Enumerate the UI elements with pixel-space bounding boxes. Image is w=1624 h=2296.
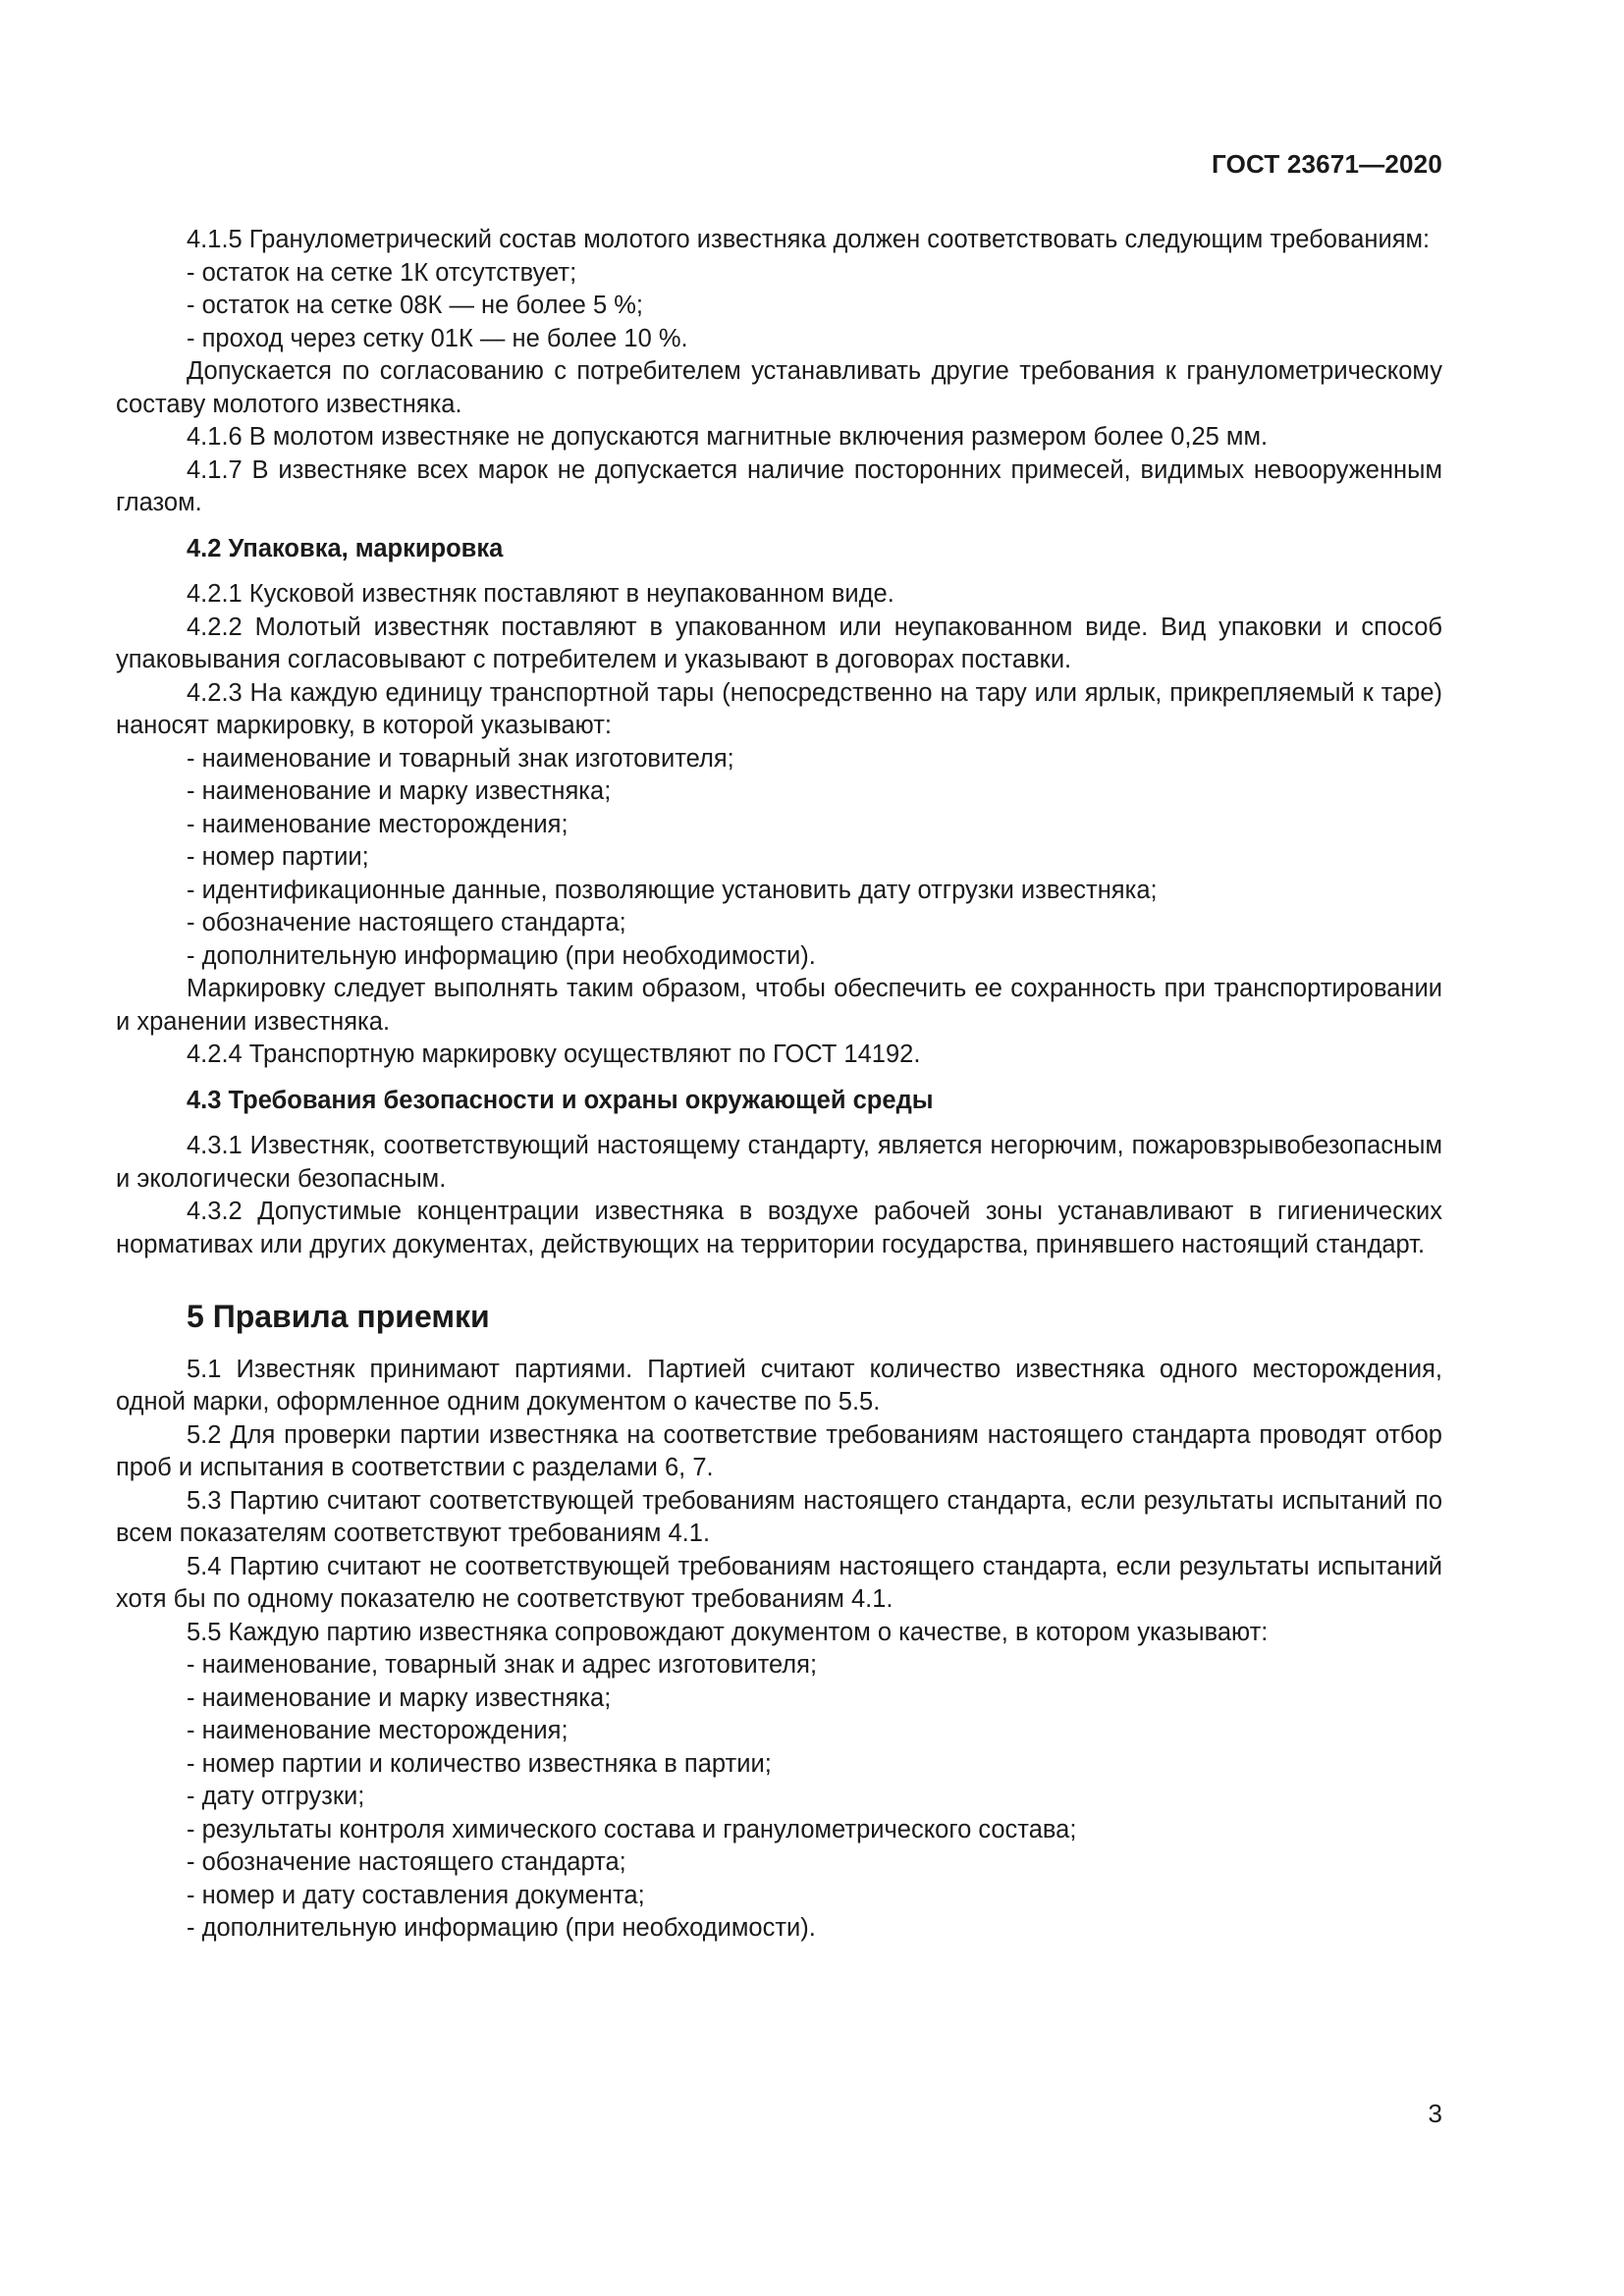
paragraph-4-3-1: 4.3.1 Известняк, соответствующий настоящему стандарту, является негорючим, пожаровзрывобезопасным и экологически безопасным. <box>116 1132 1442 1193</box>
list-item: - номер партии и количество известняка в партии; <box>187 1749 772 1778</box>
paragraph-marking: Маркировку следует выполнять таким образом, чтобы обеспечить ее сохранность при транспортировании и хранении известняка. <box>116 975 1442 1036</box>
paragraph-5-2: 5.2 Для проверки партии известняка на соответствие требованиям настоящего стандарта проводят отбор проб и испытания в соответствии с разделами 6, 7. <box>116 1420 1442 1481</box>
list-item: - наименование и марку известняка; <box>187 777 612 805</box>
list-item: - остаток на сетке 1К отсутствует; <box>187 258 577 287</box>
list-item: - остаток на сетке 08К — не более 5 %; <box>187 292 643 319</box>
list-item: - наименование месторождения; <box>187 810 568 838</box>
paragraph-4-1-5: 4.1.5 Гранулометрический состав молотого известняка должен соответствовать следующим требованиям: <box>187 226 1431 253</box>
paragraph-allowance: Допускается по согласованию с потребителем устанавливать другие требования к гранулометрическому составу молотого известняка. <box>116 357 1442 418</box>
list-item: - наименование месторождения; <box>187 1717 568 1744</box>
list-item: - дату отгрузки; <box>187 1783 365 1810</box>
section-heading-5: 5 Правила приемки <box>187 1299 490 1334</box>
list-item: - номер и дату составления документа; <box>187 1881 645 1909</box>
document-content <box>116 224 1442 1946</box>
paragraph-4-1-6: 4.1.6 В молотом известняке не допускаются магнитные включения размером более 0,25 мм. <box>187 423 1269 451</box>
list-item: - проход через сетку 01К — не более 10 %. <box>187 324 688 352</box>
section-heading-4-3: 4.3 Требования безопасности и охраны окружающей среды <box>187 1086 934 1114</box>
list-item: - обозначение настоящего стандарта; <box>187 909 626 936</box>
paragraph-4-2-1: 4.2.1 Кусковой известняк поставляют в неупакованном виде. <box>187 580 894 608</box>
paragraph-4-2-3: 4.2.3 На каждую единицу транспортной тары (непосредственно на тару или ярлык, прикрепляемый к таре) наносят маркировку, в которой указывают: <box>116 678 1442 739</box>
list-item: - наименование и марку известняка; <box>187 1683 612 1712</box>
list-item: - дополнительную информацию (при необходимости). <box>187 1914 816 1942</box>
list-item: - наименование, товарный знак и адрес изготовителя; <box>187 1651 818 1679</box>
list-item: - номер партии; <box>187 843 369 871</box>
list-item: - дополнительную информацию (при необходимости). <box>187 941 816 970</box>
paragraph-5-1: 5.1 Известняк принимают партиями. Партией считают количество известняка одного месторождения, одной марки, оформленное одним документом о качестве по 5.5. <box>116 1355 1442 1415</box>
list-item: - результаты контроля химического состава и гранулометрического состава; <box>187 1815 1077 1843</box>
paragraph-5-5: 5.5 Каждую партию известняка сопровождают документом о качестве, в котором указывают: <box>187 1618 1269 1646</box>
list-item: - идентификационные данные, позволяющие установить дату отгрузки известняка; <box>187 876 1158 904</box>
list-item: - обозначение настоящего стандарта; <box>187 1848 626 1876</box>
paragraph-4-2-2: 4.2.2 Молотый известняк поставляют в упакованном или неупакованном виде. Вид упаковки и способ упаковывания согласовывают с потребителем и указывают в договорах поставки. <box>116 613 1442 673</box>
page-number: 3 <box>1428 2099 1442 2128</box>
section-heading-4-2: 4.2 Упаковка, маркировка <box>187 534 504 562</box>
paragraph-4-3-2: 4.3.2 Допустимые концентрации известняка в воздухе рабочей зоны устанавливают в гигиенических нормативах или других документах, действующих на территории государства, принявшего настоящий стандарт. <box>116 1198 1442 1258</box>
standard-header: ГОСТ 23671—2020 <box>1212 149 1442 179</box>
paragraph-5-4: 5.4 Партию считают не соответствующей требованиям настоящего стандарта, если результаты испытаний хотя бы по одному показателю не соответствуют требованиям 4.1. <box>116 1552 1442 1613</box>
paragraph-4-1-7: 4.1.7 В известняке всех марок не допускается наличие посторонних примесей, видимых невооруженным глазом. <box>116 455 1442 516</box>
paragraph-4-2-4: 4.2.4 Транспортную маркировку осуществляют по ГОСТ 14192. <box>187 1041 921 1068</box>
paragraph-5-3: 5.3 Партию считают соответствующей требованиям настоящего стандарта, если результаты испытаний по всем показателям соответствуют требованиям 4.1. <box>116 1486 1442 1547</box>
list-item: - наименование и товарный знак изготовителя; <box>187 744 734 773</box>
